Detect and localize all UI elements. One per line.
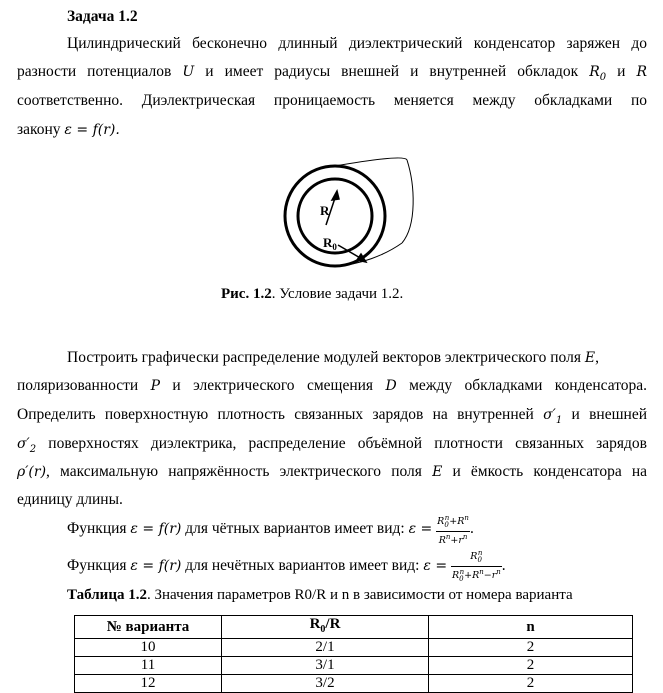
task-title: Задача 1.2	[67, 8, 138, 25]
header-variant: № варианта	[75, 616, 222, 639]
sigma-2: $\sigma'_2$	[17, 436, 37, 455]
intro-line-1: Цилиндрический бесконечно длинный диэлектрический конденсатор заряжен до	[67, 35, 647, 52]
arrowhead-R	[332, 191, 339, 200]
intro-line-2: разности потенциалов U и имеет радиусы внешней и внутренней обкладок $R_0$ и R	[17, 63, 648, 83]
problem-line-5: ρ′(r), максимальную напряжённость электрического поля E и ёмкость конденсатора на	[17, 463, 648, 480]
intro-line-4: закону ε = f(r).	[17, 121, 120, 138]
odd-function-line: Функция ε = f(r) для нечётных вариантов имеет вид: ε = $\frac{R_0^n}{R_0^n+R^n-r^n}$ .	[67, 549, 506, 584]
symbol-R: R	[636, 64, 648, 80]
table-caption: Таблица 1.2. Значения параметров R0/R и n в зависимости от номера варианта	[67, 587, 573, 603]
intro-line-3: соответственно. Диэлектрическая проницаемость меняется между обкладками по	[17, 92, 647, 109]
problem-line-4: $\sigma'_2$ поверхностях диэлектрика, распределение объёмной плотности связанных зарядов	[17, 435, 647, 455]
table-row: 10 2/1 2	[75, 639, 633, 657]
symbol-R0: $R_0$	[589, 64, 607, 83]
problem-line-1: Построить графически распределение модулей векторов электрического поля E,	[67, 349, 599, 366]
cylinder-top-edge	[335, 158, 407, 166]
even-function-line: Функция ε = f(r) для чётных вариантов имеет вид: ε = $\frac{R_0^n+R^n}{R^n+r^n}$ .	[67, 514, 474, 547]
label-R0: $R_0$	[323, 235, 337, 252]
table-row: 11 3/1 2	[75, 657, 633, 675]
even-fraction: $\frac{R_0^n+R^n}{R^n+r^n}$	[437, 514, 469, 547]
header-r0-r: $R_0/R$	[222, 616, 429, 639]
table-row: 12 3/2 2	[75, 675, 633, 693]
problem-line-3: Определить поверхностную плотность связанных зарядов на внутренней $\sigma'_1$ и внешней	[17, 406, 648, 426]
sigma-1: $\sigma'_1$	[543, 407, 563, 426]
variants-table	[74, 615, 633, 693]
problem-line-6: единицу длины.	[17, 491, 123, 508]
odd-fraction: $\frac{R_0^n}{R_0^n+R^n-r^n}$	[451, 549, 501, 584]
table-header-row	[75, 616, 633, 639]
cylinder-right-edge	[402, 160, 413, 243]
label-R: R	[320, 203, 330, 218]
figure-caption: Рис. 1.2. Условие задачи 1.2.	[221, 286, 404, 302]
rho-prime: ρ′(r)	[17, 464, 47, 480]
symbol-U: U	[182, 64, 195, 80]
capacitor-figure	[270, 155, 430, 280]
law-equation: ε = f(r).	[64, 122, 120, 138]
problem-line-2: поляризованности P и электрического смещения D между обкладками конденсатора.	[17, 377, 648, 394]
header-n: n	[429, 616, 633, 639]
